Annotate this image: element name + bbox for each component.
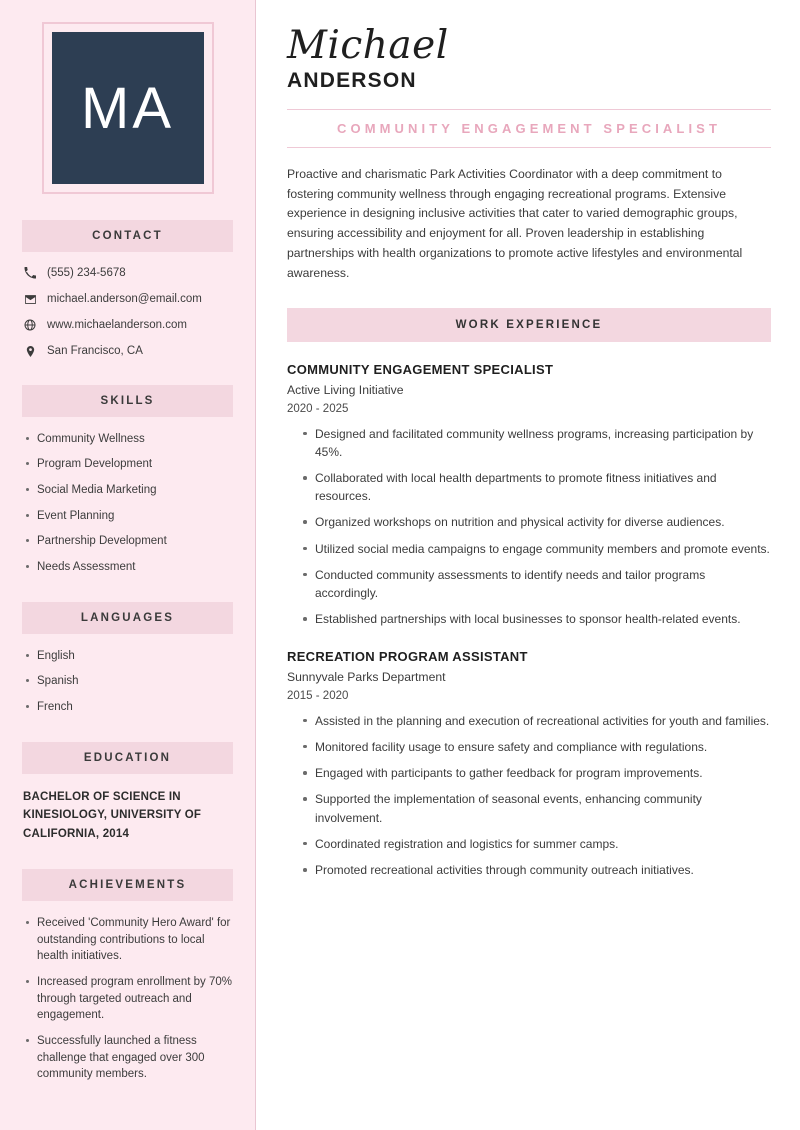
main-content	[256, 0, 800, 1130]
phone-icon	[23, 266, 37, 279]
list-item: Coordinated registration and logistics for summer camps.	[315, 835, 771, 853]
list-item: Supported the implementation of seasonal events, enhancing community involvement.	[315, 790, 771, 826]
work-entry	[287, 649, 771, 880]
list-item: Program Development	[37, 456, 238, 473]
section-heading-skills: SKILLS	[22, 385, 233, 417]
job-dates: 2015 - 2020	[287, 689, 349, 702]
job-role-title: COMMUNITY ENGAGEMENT SPECIALIST	[287, 109, 771, 148]
contact-list	[23, 266, 238, 359]
professional-summary: Proactive and charismatic Park Activities Coordinator with a deep commitment to fostering community wellness through engaging recreational programs. Extensive experience in designing inclusive activities that cater to varied demographic groups, ensuring accessibility and enjoyment for all. Proven leadership in establishing partnerships with health organizations to promote active lifestyles and environmental awareness.	[287, 166, 743, 280]
languages-list	[23, 648, 238, 716]
contact-item-phone	[23, 266, 238, 281]
list-item: Engaged with participants to gather feedback for program improvements.	[315, 764, 771, 782]
contact-location-text: San Francisco, CA	[47, 344, 143, 357]
job-dates: 2020 - 2025	[287, 402, 349, 415]
list-item: Organized workshops on nutrition and physical activity for diverse audiences.	[315, 513, 771, 531]
education-entry: BACHELOR OF SCIENCE IN KINESIOLOGY, UNIVERSITY OF CALIFORNIA, 2014	[23, 790, 202, 840]
section-heading-work-experience: WORK EXPERIENCE	[287, 308, 771, 342]
contact-phone-text: (555) 234-5678	[47, 267, 126, 279]
list-item: Increased program enrollment by 70% through targeted outreach and engagement.	[37, 974, 238, 1024]
list-item: Utilized social media campaigns to engage community members and promote events.	[315, 540, 771, 558]
list-item: Partnership Development	[37, 533, 238, 550]
location-pin-icon	[23, 344, 37, 358]
section-heading-education: EDUCATION	[22, 742, 233, 774]
list-item: English	[37, 648, 238, 665]
sidebar	[0, 0, 256, 1130]
list-item: French	[37, 699, 238, 716]
list-item: Social Media Marketing	[37, 482, 238, 499]
job-responsibilities	[287, 425, 771, 629]
job-company: Active Living Initiative	[287, 382, 404, 397]
section-heading-languages: LANGUAGES	[22, 602, 233, 634]
list-item: Monitored facility usage to ensure safety and compliance with regulations.	[315, 738, 771, 756]
contact-website-text: www.michaelanderson.com	[47, 318, 187, 331]
email-icon	[23, 292, 37, 306]
last-name: ANDERSON	[287, 68, 417, 92]
contact-item-website	[23, 318, 238, 333]
monogram-frame	[42, 22, 214, 194]
list-item: Established partnerships with local businesses to sponsor health-related events.	[315, 610, 771, 628]
monogram-block	[17, 22, 238, 194]
list-item: Collaborated with local health departments to promote fitness initiatives and resources.	[315, 469, 771, 505]
contact-item-location	[23, 344, 238, 359]
monogram-box	[52, 32, 204, 184]
list-item: Promoted recreational activities through community outreach initiatives.	[315, 861, 771, 879]
list-item: Needs Assessment	[37, 559, 238, 576]
contact-email-text: michael.anderson@email.com	[47, 292, 202, 305]
list-item: Conducted community assessments to identify needs and tailor programs accordingly.	[315, 566, 771, 602]
section-heading-achievements: ACHIEVEMENTS	[22, 869, 233, 901]
list-item: Spanish	[37, 673, 238, 690]
contact-item-email	[23, 292, 238, 307]
section-heading-contact: CONTACT	[22, 220, 233, 252]
globe-icon	[23, 318, 37, 331]
list-item: Community Wellness	[37, 431, 238, 448]
list-item: Assisted in the planning and execution of recreational activities for youth and families.	[315, 712, 771, 730]
first-name: Michael	[287, 23, 449, 68]
achievements-list	[23, 915, 238, 1083]
job-title: COMMUNITY ENGAGEMENT SPECIALIST	[287, 361, 554, 377]
list-item: Event Planning	[37, 508, 238, 525]
monogram-initials: MA	[81, 75, 174, 141]
work-entry	[287, 362, 771, 629]
list-item: Received 'Community Hero Award' for outstanding contributions to local health initiatives.	[37, 915, 238, 965]
skills-list	[23, 431, 238, 576]
job-company: Sunnyvale Parks Department	[287, 669, 446, 684]
job-responsibilities	[287, 712, 771, 880]
list-item: Designed and facilitated community wellness programs, increasing participation by 45%.	[315, 425, 771, 461]
list-item: Successfully launched a fitness challenge that engaged over 300 community members.	[37, 1033, 238, 1083]
job-title: RECREATION PROGRAM ASSISTANT	[287, 648, 528, 664]
